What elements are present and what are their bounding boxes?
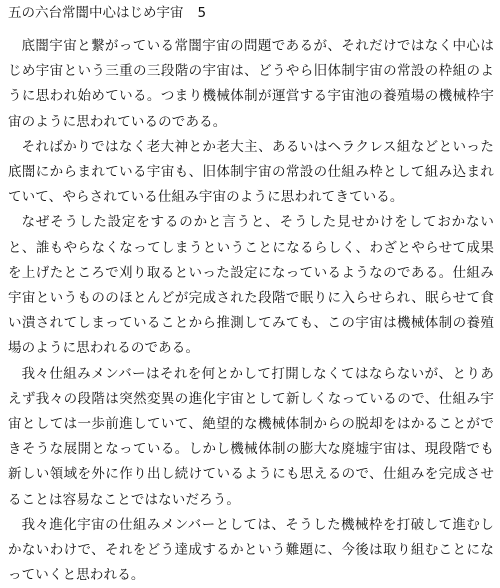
- paragraph-4: 我々仕組みメンバーはそれを何とかして打開しなくてはならないが、とりあえず我々の段階は突然変異の進化宇宙として新しくなっているので、仕組み宇宙としては一歩前進していて、絶望的な機械体制からの脱却をはかることができそうな展開となっている。しかし機械体制の膨大な廃墟宇宙は、現段階でも新しい領域を外に作り出し続けているようにも思えるので、仕組みを完成させることは容易なことではないだろう。: [8, 365, 494, 508]
- paragraph-2: そればかりではなく老大神とか老大主、あるいはヘラクレス組などといった底闇にからまれている宇宙も、旧体制宇宙の常設の仕組み枠として組み込まれていて、やらされている仕組み宇宙のように思われてきている。: [8, 138, 494, 206]
- document-title: 五の六台常闇中心はじめ宇宙: [8, 5, 184, 21]
- page-number: 5: [197, 5, 207, 21]
- page-header: [8, 4, 494, 22]
- paragraph-1: 底闇宇宙と繋がっている常闇宇宙の問題であるが、それだけではなく中心はじめ宇宙という三重の三段階の宇宙は、どうやら旧体制宇宙の常設の枠組のように思われ始めている。つまり機械体制が運営する宇宙池の養殖場の機械枠宇宙のように思われているのである。: [8, 38, 494, 130]
- paragraph-5: 我々進化宇宙の仕組みメンバーとしては、そうした機械枠を打破して進むしかないわけで、それをどう達成するかという難題に、今後は取り組むことになっていくと思われる。: [8, 516, 494, 584]
- paragraph-3: なぜそうした設定をするのかと言うと、そうした見せかけをしておかないと、誰もやらなくなってしまうということになるらしく、わざとやらせて成果を上げたところで刈り取るといった設定になっているようなのである。仕組み宇宙というもののほとんどが完成された段階で眠りに入らせられ、眠らせて食い潰されてしまっていることから推測してみても、この宇宙は機械体制の養殖場のように思われるのである。: [8, 214, 494, 357]
